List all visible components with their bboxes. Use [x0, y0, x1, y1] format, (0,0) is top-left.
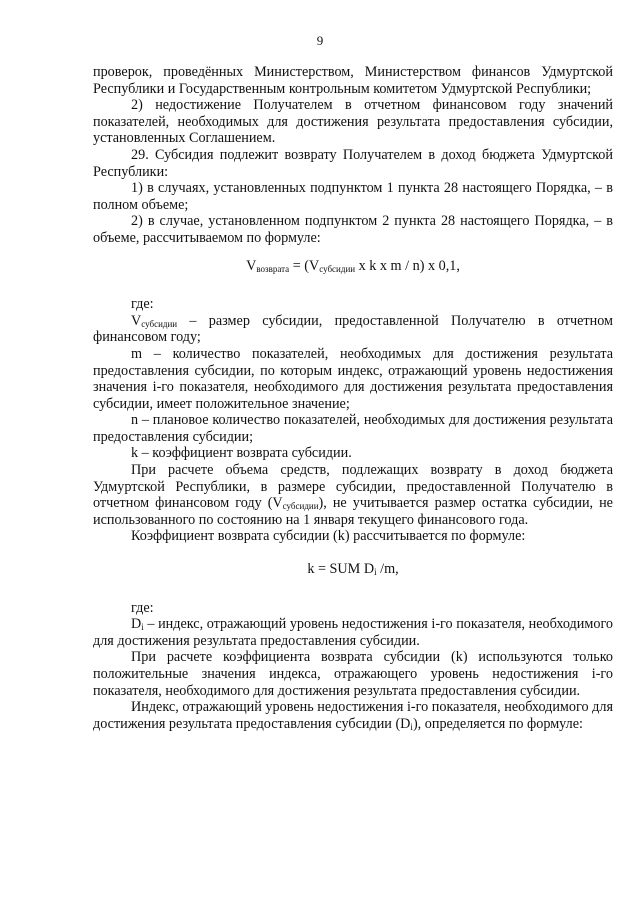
subscript: i: [374, 567, 377, 578]
text-run: /m,: [376, 561, 399, 578]
paragraph: [93, 296, 613, 313]
paragraph: [93, 462, 613, 528]
text-run: где:: [131, 599, 154, 616]
text-run: Коэффициент возврата субсидии (k) рассчитывается по формуле:: [131, 528, 526, 545]
page-number: 9: [316, 33, 324, 48]
paragraph: [93, 699, 613, 732]
formula: [93, 561, 613, 578]
text-run: ), не учитывается размер остатка субсидии, не использованного по состоянию на 1 января текущего финансового года.: [93, 495, 613, 528]
text-run: D: [131, 616, 142, 633]
text-run: – размер субсидии, предоставленной Получателю в отчетном финансовом году;: [93, 312, 613, 346]
paragraph: [93, 445, 613, 462]
paragraph: [93, 180, 613, 213]
paragraph: [93, 649, 613, 699]
text-run: При расчете объема средств, подлежащих возврату в доход бюджета Удмуртской Республики, в размере субсидии, предоставленной Получателю в отчетном финансовом году (V: [93, 462, 613, 512]
text-run: k = SUM D: [307, 561, 375, 578]
text-run: – индекс, отражающий уровень недостижения i-го показателя, необходимого для достижения результата предоставления субсидии.: [93, 616, 613, 649]
subscript: i: [141, 622, 144, 633]
paragraph: [93, 600, 613, 617]
subscript: субсидии: [319, 263, 356, 274]
text-run: V: [131, 312, 142, 329]
subscript: субсидии: [282, 501, 319, 512]
text-run: V: [246, 257, 257, 274]
text-run: k – коэффициент возврата субсидии.: [131, 445, 352, 462]
text-run: При расчете коэффициента возврата субсидии (k) используются только положительные значения индекса, отражающего уровень недостижения i-го показателя, необходимого для достижения результата предоставления субсидии.: [93, 649, 613, 699]
paragraph: [93, 147, 613, 180]
paragraph: [93, 616, 613, 649]
paragraph: [93, 313, 613, 346]
text-run: проверок, проведённых Министерством, Министерством финансов Удмуртской Республики и Государственным контрольным комитетом Удмуртской Республики;: [93, 64, 613, 97]
paragraph: [93, 528, 613, 545]
text-run: m – количество показателей, необходимых для достижения результата предоставления субсидии, по которым индекс, отражающий уровень недостижения значения i-го показателя, необходимого для достижения результата предоставления субсидии, имеет положительное значение;: [93, 345, 613, 412]
text-run: 2) в случае, установленном подпунктом 2 пункта 28 настоящего Порядка, – в объеме, рассчитываемом по формуле:: [93, 213, 613, 246]
text-run: = (V: [289, 257, 320, 274]
subscript: субсидии: [141, 318, 178, 329]
text-run: 1) в случаях, установленных подпунктом 1 пункта 28 настоящего Порядка, – в полном объеме;: [93, 180, 613, 213]
subscript: возврата: [256, 263, 290, 274]
text-run: n – плановое количество показателей, необходимых для достижения результата предоставления субсидии;: [93, 412, 613, 445]
text-run: Индекс, отражающий уровень недостижения i-го показателя, необходимого для достижения результата предоставления субсидии (D: [93, 699, 613, 732]
text-run: x k x m / n) x 0,1,: [355, 257, 460, 274]
text-run: ), определяется по формуле:: [412, 715, 583, 732]
paragraph: [93, 346, 613, 412]
paragraph: [93, 213, 613, 246]
document-body: [93, 64, 613, 732]
paragraph: [93, 97, 613, 147]
paragraph: [93, 64, 613, 97]
formula: [93, 258, 613, 275]
paragraph: [93, 412, 613, 445]
text-run: где:: [131, 296, 154, 313]
subscript: i: [410, 721, 413, 732]
text-run: 2) недостижение Получателем в отчетном финансовом году значений показателей, необходимых для достижения результата предоставления субсидии, установленных Соглашением.: [93, 97, 613, 147]
text-run: 29. Субсидия подлежит возврату Получателем в доход бюджета Удмуртской Республики:: [93, 146, 613, 180]
